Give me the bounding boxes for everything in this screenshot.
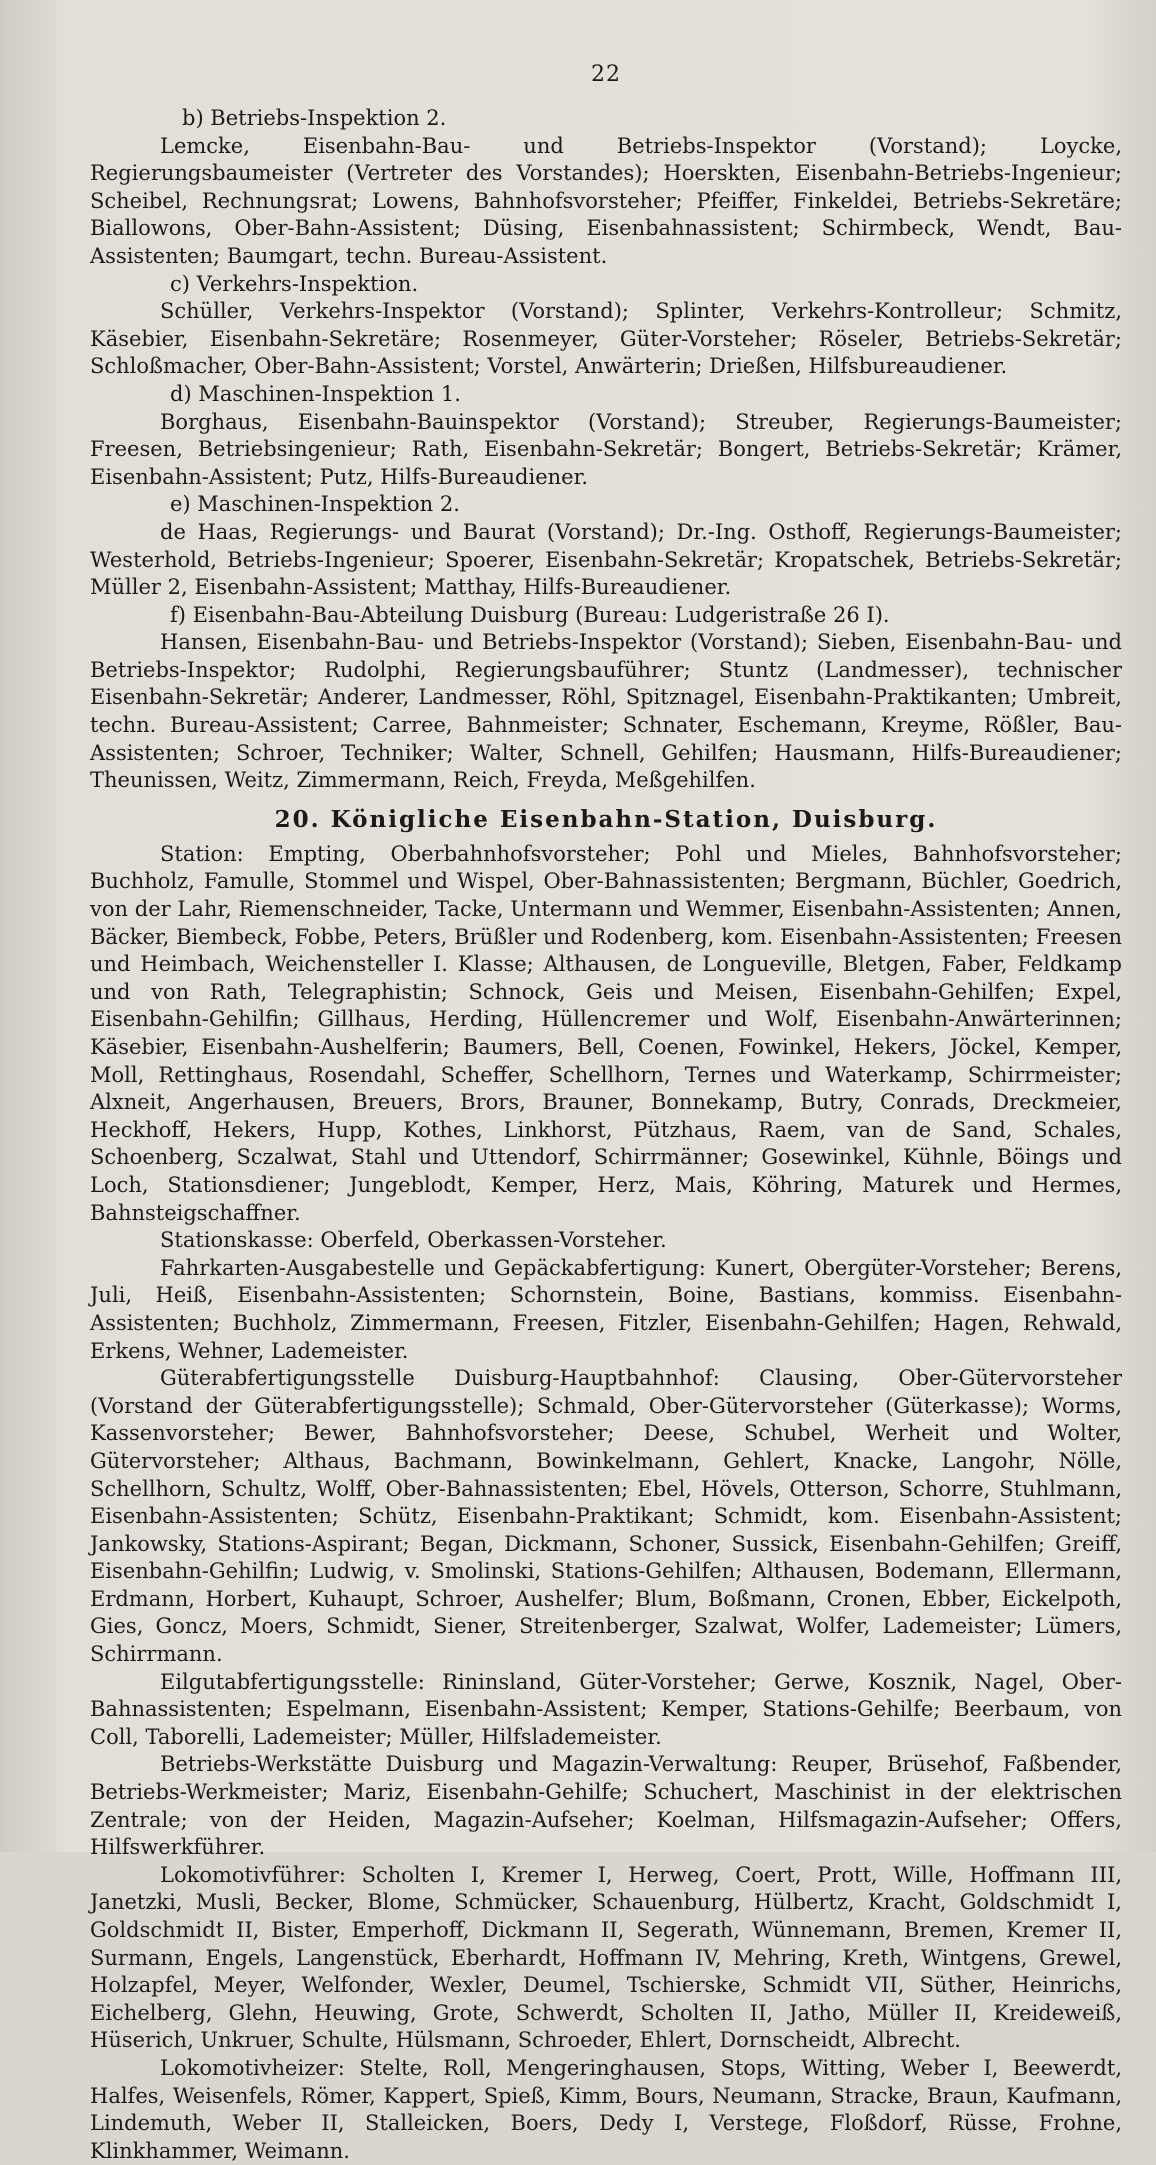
section-d-heading: d) Maschinen-Inspektion 1. [170, 381, 461, 406]
station-paragraph: Stationskasse: Oberfeld, Oberkassen-Vorsteher. [160, 1228, 667, 1253]
section-c [90, 271, 1122, 381]
station-paragraph: Lokomotivführer: Scholten I, Kremer I, Herweg, Coert, Prott, Wille, Hoffmann III, Janetzki, Musli, Becker, Blome, Schmücker, Schauenburg, Hülbertz, Kracht, Goldschmidt I, Goldschmidt II, Bister, Emperhoff, Dickmann II, Segerath, Wünnemann, Bremen, Kremer II, Surmann, Engels, Langenstück, Eberhardt, Hoffmann IV, Mehring, Kreth, Wintgens, Grewel, Holzapfel, Meyer, Welfonder, Wexler, Deumel, Tschierske, Schmidt VII, Süther, Heinrichs, Eichelberg, Glehn, Heuwing, Grote, Schwerdt, Scholten II, Jatho, Müller II, Kreideweiß, Hüserich, Unkruer, Schulte, Hülsmann, Schroeder, Ehlert, Dornscheidt, Albrecht. [90, 1862, 1122, 2053]
page-number: 22 [591, 62, 621, 87]
section-f [90, 602, 1122, 795]
section-d [90, 381, 1122, 491]
station-paragraph: Eilgutabfertigungsstelle: Rininsland, Güter-Vorsteher; Gerwe, Kosznik, Nagel, Ober-Bahnassistenten; Espelmann, Eisenbahn-Assistent; Kemper, Stations-Gehilfe; Beerbaum, von Coll, Taborelli, Lademeister; Müller, Hilfslademeister. [90, 1669, 1122, 1749]
station-paragraph: Güterabfertigungsstelle Duisburg-Hauptbahnhof: Clausing, Ober-Gütervorsteher (Vorstand der Güterabfertigungsstelle); Schmald, Ober-Gütervorsteher (Güterkasse); Worms, Kassenvorsteher; Bewer, Bahnhofsvorsteher; Deese, Schubel, Werheit und Wolter, Gütervorsteher; Althaus, Bachmann, Bowinkelmann, Gehlert, Knacke, Langohr, Nölle, Schellhorn, Schultz, Wolff, Ober-Bahnassistenten; Ebel, Hövels, Otterson, Schorre, Stuhlmann, Eisenbahn-Assistenten; Schütz, Eisenbahn-Praktikant; Schmidt, kom. Eisenbahn-Assistent; Jankowsky, Stations-Aspirant; Began, Dickmann, Schoner, Sussick, Eisenbahn-Gehilfen; Greiff, Eisenbahn-Gehilfin; Ludwig, v. Smolinski, Stations-Gehilfen; Althausen, Bodemann, Ellermann, Erdmann, Horbert, Kuhaupt, Schroer, Aushelfer; Blum, Boßmann, Cronen, Ebber, Eickelpoth, Gies, Goncz, Moers, Schmidt, Siener, Streitenberger, Szalwat, Wolfer, Lademeister; Lümers, Schirrmann. [90, 1366, 1122, 1667]
section-f-text: Hansen, Eisenbahn-Bau- und Betriebs-Inspektor (Vorstand); Sieben, Eisenbahn-Bau- und Betriebs-Inspektor; Rudolphi, Regierungsbauführer; Stuntz (Landmesser), technischer Eisenbahn-Sekretär; Anderer, Landmesser, Röhl, Spitznagel, Eisenbahn-Praktikanten; Umbreit, techn. Bureau-Assistent; Carree, Bahnmeister; Schnater, Eschemann, Kreyme, Rößler, Bau-Assistenten; Schroer, Techniker; Walter, Schnell, Gehilfen; Hausmann, Hilfs-Bureaudiener; Theunissen, Weitz, Zimmermann, Reich, Freyda, Meßgehilfen. [90, 630, 1122, 793]
section-e-text: de Haas, Regierungs- und Baurat (Vorstand); Dr.-Ing. Osthoff, Regierungs-Baumeister; Westerhold, Betriebs-Ingenieur; Spoerer, Eisenbahn-Sekretär; Kropatschek, Betriebs-Sekretär; Müller 2, Eisenbahn-Assistent; Matthay, Hilfs-Bureaudiener. [90, 519, 1122, 600]
section-f-heading: f) Eisenbahn-Bau-Abteilung Duisburg (Bureau: Ludgeristraße 26 I). [170, 602, 890, 627]
section-b-text: Lemcke, Eisenbahn-Bau- und Betriebs-Inspektor (Vorstand); Loycke, Regierungsbaumeister (Vertreter des Vorstandes); Hoerskten, Eisenbahn-Betriebs-Ingenieur; Scheibel, Rechnungsrat; Lowens, Bahnhofsvorsteher; Pfeiffer, Finkeldei, Betriebs-Sekretäre; Biallowons, Ober-Bahn-Assistent; Düsing, Eisenbahnassistent; Schirmbeck, Wendt, Bau-Assistenten; Baumgart, techn. Bureau-Assistent. [90, 133, 1122, 268]
station-body [90, 841, 1122, 2165]
station-paragraph: Fahrkarten-Ausgabestelle und Gepäckabfertigung: Kunert, Obergüter-Vorsteher; Berens, Juli, Heiß, Eisenbahn-Assistenten; Schornstein, Boine, Bastians, kommiss. Eisenbahn-Assistenten; Buchholz, Zimmermann, Freesen, Fitzler, Eisenbahn-Gehilfen; Hagen, Rehwald, Erkens, Wehner, Lademeister. [90, 1255, 1122, 1363]
section-c-heading: c) Verkehrs-Inspektion. [170, 271, 419, 296]
section-e [90, 491, 1122, 601]
section-b [90, 105, 1122, 271]
station-title: 20. Königliche Eisenbahn-Station, Duisburg. [274, 805, 938, 833]
section-d-text: Borghaus, Eisenbahn-Bauinspektor (Vorstand); Streuber, Regierungs-Baumeister; Freesen, Betriebsingenieur; Rath, Eisenbahn-Sekretär; Bongert, Betriebs-Sekretär; Krämer, Eisenbahn-Assistent; Putz, Hilfs-Bureaudiener. [90, 409, 1122, 489]
section-b-heading: b) Betriebs-Inspektion 2. [182, 106, 447, 130]
station-paragraph: Betriebs-Werkstätte Duisburg und Magazin-Verwaltung: Reuper, Brüsehof, Faßbender, Betriebs-Werkmeister; Mariz, Eisenbahn-Gehilfe; Schuchert, Maschinist in der elektrischen Zentrale; von der Heiden, Magazin-Aufseher; Koelman, Hilfsmagazin-Aufseher; Offers, Hilfswerkführer. [90, 1752, 1122, 1860]
section-c-text: Schüller, Verkehrs-Inspektor (Vorstand); Splinter, Verkehrs-Kontrolleur; Schmitz, Käsebier, Eisenbahn-Sekretäre; Rosenmeyer, Güter-Vorsteher; Röseler, Betriebs-Sekretär; Schloßmacher, Ober-Bahn-Assistent; Vorstel, Anwärterin; Drießen, Hilfsbureaudiener. [90, 299, 1122, 379]
station-paragraph: Station: Empting, Oberbahnhofsvorsteher; Pohl und Mieles, Bahnhofsvorsteher; Buchholz, Famulle, Stommel und Wispel, Ober-Bahnassistenten; Bergmann, Büchler, Goedrich, von der Lahr, Riemenschneider, Tacke, Untermann und Wemmer, Eisenbahn-Assistenten; Annen, Bäcker, Biembeck, Fobbe, Peters, Brüßler und Rodenberg, kom. Eisenbahn-Assistenten; Freesen und Heimbach, Weichensteller I. Klasse; Althausen, de Longueville, Bletgen, Faber, Feldkamp und von Rath, Telegraphistin; Schnock, Geis und Meisen, Eisenbahn-Gehilfen; Expel, Eisenbahn-Gehilfin; Gillhaus, Herding, Hüllencremer und Wolf, Eisenbahn-Anwärterinnen; Käsebier, Eisenbahn-Aushelferin; Baumers, Bell, Coenen, Fowinkel, Hekers, Jöckel, Kemper, Moll, Rettinghaus, Rosendahl, Scheffer, Schellhorn, Ternes und Waterkamp, Schirrmeister; Alxneit, Angerhausen, Breuers, Brors, Brauner, Bonnekamp, Butry, Conrads, Dreckmeier, Heckhoff, Hekers, Hupp, Kothes, Linkhorst, Pützhaus, Raem, van de Sand, Schales, Schoenberg, Sczalwat, Stahl und Uttendorf, Schirrmänner; Gosewinkel, Kühnle, Böings und Loch, Stationsdiener; Jungeblodt, Kemper, Herz, Mais, Köhring, Maturek und Hermes, Bahnsteigschaffner. [90, 841, 1122, 1225]
station-paragraph: Lokomotivheizer: Stelte, Roll, Mengeringhausen, Stops, Witting, Weber I, Beewerdt, Halfes, Weisenfels, Römer, Kappert, Spieß, Kimm, Bours, Neumann, Stracke, Braun, Kaufmann, Lindemuth, Weber II, Stalleicken, Boers, Dedy I, Verstege, Floßdorf, Rüsse, Frohne, Klinkhammer, Weimann. [90, 2055, 1122, 2163]
section-e-heading: e) Maschinen-Inspektion 2. [170, 492, 460, 517]
